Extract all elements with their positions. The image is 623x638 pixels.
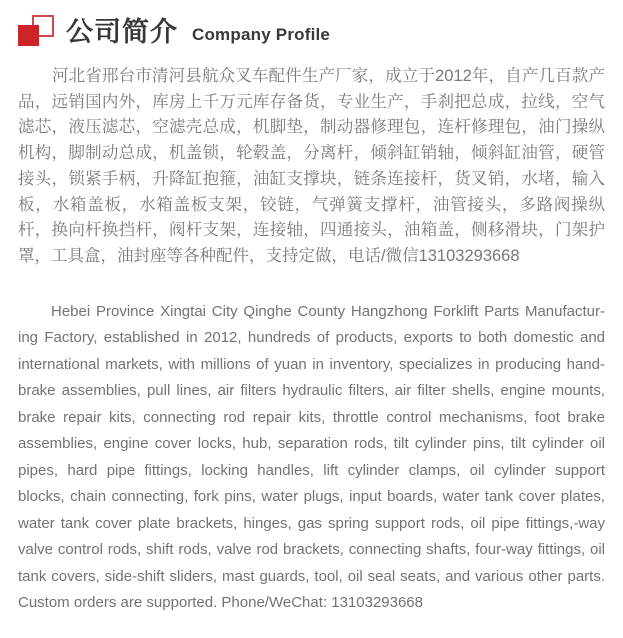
profile-zh-line: 接头，锁紧手柄，升降缸抱箍，油缸支撑块，链条连接杆，货叉销，水堵，输入 <box>18 169 605 188</box>
profile-en-line: Hebei Province Xingtai City Qinghe County Hangzhong Forklift Parts Manufactur- <box>51 302 605 320</box>
profile-zh-line: 滤芯，液压滤芯，空滤壳总成，机脚垫，制动器修理包，连杆修理包，油门操纵 <box>18 118 605 137</box>
profile-zh-line: 罩，工具盒，油封座等各种配件，支持定做，电话/微信13103293668 <box>18 246 520 265</box>
profile-en-line: valve control rods, shift rods, valve rod brackets, connecting shafts, four-way fittings, oil <box>18 541 605 559</box>
profile-zh-line: 河北省邢台市清河县航众叉车配件生产厂家，成立于2012年，自产几百款产 <box>52 67 605 85</box>
profile-en-line: brake repair kits, connecting rod repair kits, throttle control mechanisms, foot brake <box>18 408 605 426</box>
company-profile-en <box>18 299 605 617</box>
profile-zh-line: 机构，脚制动总成，机盖锁，轮毂盖，分离杆，倾斜缸销轴，倾斜缸油管，硬管 <box>18 144 605 163</box>
overlapping-squares-icon <box>18 12 56 52</box>
profile-en-line: Custom orders are supported. Phone/WeChat: 13103293668 <box>18 594 423 612</box>
company-profile-zh <box>18 64 605 270</box>
page-title-en: Company Profile <box>192 24 331 44</box>
profile-en-line: international markets, with millions of yuan in inventory, specializes in producing hand- <box>18 355 605 373</box>
profile-en-line: blocks, chain connecting, fork pins, water plugs, input boards, water tank cover plates, <box>18 488 605 506</box>
profile-zh-line: 板，水箱盖板，水箱盖板支架，铰链，气弹簧支撑杆，油管接头，多路阀操纵 <box>18 195 605 214</box>
profile-en-line: ing Factory, established in 2012, hundreds of products, exports to both domestic and <box>18 329 605 347</box>
page-title-zh: 公司简介 <box>66 16 178 47</box>
filled-square-shape <box>18 25 39 46</box>
profile-en-line: brake assemblies, pull lines, air filters hydraulic filters, air filter shells, engine mounts, <box>18 382 605 400</box>
section-header <box>18 0 605 52</box>
profile-en-line: assemblies, engine cover locks, hub, separation rods, tilt cylinder pins, tilt cylinder oil <box>18 435 605 453</box>
profile-en-line: tank covers, side-shift sliders, mast guards, tool, oil seal seats, and various other parts. <box>18 567 605 585</box>
profile-en-line: pipes, hard pipe fittings, locking handles, lift cylinder clamps, oil cylinder support <box>18 461 605 479</box>
profile-en-line: water tank cover plate brackets, hinges, gas spring support rods, oil pipe fittings,-way <box>18 514 605 532</box>
profile-zh-line: 杆，换向杆换挡杆，阀杆支架，连接轴，四通接头，油箱盖，侧移滑块，门架护 <box>18 221 605 240</box>
profile-zh-line: 品，远销国内外，库房上千万元库存备货，专业生产，手刹把总成，拉线，空气 <box>18 92 605 111</box>
